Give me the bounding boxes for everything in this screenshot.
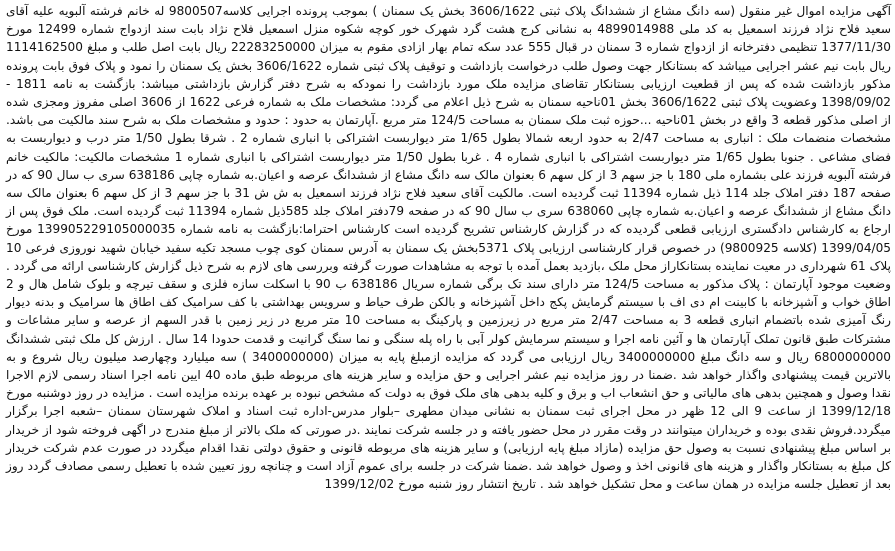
auction-notice-text: آگهی مزایده اموال غیر منقول (سه دانگ مشاع از ششدانگ پلاک ثبتی 3606/1622 بخش یک سمنان ) بموجب پرونده اجرایی کلاسه9800507 له خانم فرشته آلبویه علیه آقای سعید فلاح نژاد فرزند اسمعیل به کد ملی 4899014988 به نشانی کرج هشت گرد شهرک خور کوچه شکوه منزل اسمعیل فلاح نژاد بابت سند ازدواج شماره 12499 مورخ 1377/11/30 تنظیمی دفترخانه از ازدواج شماره 3 سمنان در قبال 555 عدد سکه تمام بهار ازادی مقوم به میزان 22283250000 ریال بابت اصل طلب و مبلغ 1114162500 ریال بابت نیم عشر اجرایی میباشد که بستانکار جهت وصول طلب درخواست بازداشت و توقیف پلاک ثبتی شماره 3606/1622 بخش یک سمنان را نمود و پلاک فوق بابت پرونده مذکور بازداشت شده که پس از قطعیت ارزیابی بستانکار تقاضای مزایده ملک مورد بازداشت را نمودکه به شرح دفتر گزارش بازداشتی میباشد: بازگشت به نامه 1811 - 1398/09/02 وعضویت پلاک ثبتی 3606/1622 بخش 01ناحیه سمنان به شرح ذیل اعلام می گردد: مشخصات ملک به شماره فرعی 1622 از 3606 اصلی مفروز ومجزی شده از اصلی مذکور قطعه 3 واقع در بخش 01ناحیه ...حوزه ثبت ملک سمنان به مساحت 124/5 متر مربع .آپارتمان به حدود : حدود و مشخصات ملک به شرح سند مالکیت می باشد. مشخصات منضمات ملک : انباری به مساحت 2/47 به حدود اربعه شمالا بطول 1/65 متر دیواربست اشتراکی با انباری شماره 2 . شرقا بطول 1/50 متر درب و دیواربست به فضای مشاعی . جنوبا بطول 1/65 متر دیواربست اشتراکی با انباری شماره 4 . غربا بطول 1/50 متر دیواربست اشتراکی با انباری شماره 1 مشخصات مالکیت: مالکیت خانم فرشته آلبویه فرزند علی بشماره ملی 180 با جز سهم 3 از کل سهم 6 بعنوان مالک سه دانگ مشاع از ششدانگ عرصه و اعیان.به شماره چاپی 638186 سری ب سال 90 که در صفحه 187 دفتر املاک جلد 114 ذیل شماره 11394 ثبت گردیده است. مالکیت آقای سعید فلاح نژاد فرزند اسمعیل به ش ش 31 با جز سهم 3 از کل سهم 6 بعنوان مالک سه دانگ مشاع از ششدانگ عرصه و اعیان.به شماره چاپی 638060 سری ب سال 90 که در صفحه 79دفتر املاک جلد 585ذیل شماره 11394 ثبت گردیده است. ملک فوق پس از ارجاع به کارشناس دادگستری ارزیابی قطعی گردیده که در گزارش کارشناس تشریح گردیده است کارشناس احتراما:بازگشت به نامه شماره 139905229105000035 مورخ 1399/04/05 (کلاسه 9800925) در خصوص قرار کارشناسی ارزیابی پلاک 5371بخش یک سمنان به آدرس سمنان کوی چوب مسجد تکیه سفید خیابان شهید نوروزی فرعی 10 پلاک 61 شهرداری در معیت نماینده بستانکاراز محل ملک ،بازدید بعمل آمده با توجه به مشاهدات صورت گرفته وبررسی های لازم به شرح ذیل گزارش کارشناسی ارائه می گردد . وضعیت موجود آپارتمان : پلاک مذکور به مساحت 124/5 متر دارای سند تک برگی شماره سریال 638186 ب 90 با اسکلت سازه فلزی و سقف تیرچه و بلوک شامل هال و 2 اطاق خواب و آشپزخانه با کابینت ام دی اف با سیستم گرمایش پکج داخل آشپزخانه و بالکن طرف حیاط و سرویس بهداشتی با کف سرامیک کف اطاق ها سرامیک و بدنه دیوار رنگ آمیزی شده باتضمام انباری قطعه 3 به مساحت 2/47 متر مربع در زیرزمین و پارکینگ به مساحت 10 متر مربع در زیر زمین با قدر السهم از عرصه و سایر مشاعات و مشترکات طبق قانون تملک آپارتمان ها و آئین نامه اجرا و سیستم سرمایش کولر آبی با راه پله سنگی و نما سنگ گرانیت و قدمت حدودا 14 سال . ارزش کل ملک ثبتی ششدانگ 6800000000 ریال و سه دانگ مبلغ 3400000000 ریال ارزیابی می گردد که مزایده ازمبلغ پایه به میزان (3400000000 ) سه میلیارد وچهارصد میلیون ریال شروع و به بالاترین قیمت پیشنهادی واگذار خواهد شد .ضمنا در روز مزایده نیم عشر اجرایی و حق مزایده و سایر هزینه های مربوطه طبق ماده 40 ایین نامه اجرا اسناد رسمی لازم الاجرا نقدا وصول و همچنین بدهی های مالیاتی و حق انشعاب اب و برق و کلیه بدهی های ملک فوق به دولت که مشخص نبوده بر عهده برنده مزایده است . مزایده در روز دوشنبه مورخ 1399/12/18 از ساعت 9 الی 12 ظهر در محل اجرای ثبت سمنان به نشانی میدان مطهری –بلوار مدرس-اداره ثبت اسناد و املاک شهرستان سمنان –شعبه اجرا برگزار میگردد.فروش نقدی بوده و خریداران میتوانند در وقت مقرر در محل حضور یافته و در جلسه شرکت نمایند .در صورتی که ملک بالاتر از مبلغ مندرج در اگهی فروخته شود از خریدار بر اساس مبلغ پیشنهادی نسبت به وصول حق مزایده (مازاد مبلغ پایه ارزیابی) و سایر هزینه های مربوطه قانونی و حقوق دولتی نقدا اقدام میگردد در صورت عدم شرکت خریدار کل مبلغ به بستانکار واگذار و هزینه های قانونی اخذ و وصول خواهد شد .ضمنا شرکت در جلسه برای عموم آزاد است و چنانچه روز تعیین شده با تعطیل رسمی مصادف گردد روز بعد از تعطیل جلسه مزایده در همان ساعت و محل تشکیل خواهد شد . تاریخ انتشار روز شنبه مورخ 1399/12/02 bbox=[6, 4, 892, 492]
